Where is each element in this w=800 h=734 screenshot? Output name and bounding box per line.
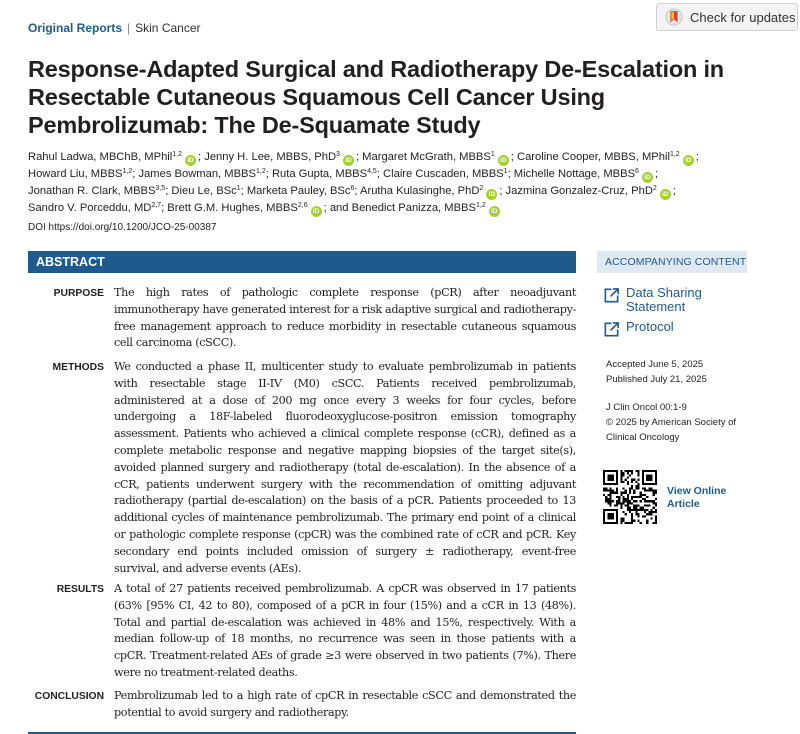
- orcid-icon[interactable]: iD: [343, 155, 354, 166]
- author: Claire Cuscaden, MBBS$^1$;: [383, 168, 511, 180]
- crossmark-icon: [665, 8, 683, 26]
- author-name: Benedict Panizza, MBBS: [351, 202, 476, 214]
- author-name: Brett G.M. Hughes, MBBS: [167, 202, 298, 214]
- author: Sandro V. Porceddu, MD$^{2,7}$;: [28, 202, 165, 214]
- author: Dieu Le, BSc$^1$;: [171, 185, 244, 197]
- author-affiliation: 1,2: [172, 151, 182, 158]
- author: Caroline Cooper, MBBS, MPhil$^{1,2}$iD ;: [517, 151, 699, 164]
- author-list: [28, 149, 708, 217]
- accepted-date: Accepted June 5, 2025: [606, 359, 704, 370]
- check-for-updates-label: Check for updates: [690, 9, 796, 25]
- abstract-heading: ABSTRACT: [28, 251, 576, 273]
- results-text: A total of 27 patients received pembrolizumab. A cpCR was observed in 17 patients (63% [95% CI, 42 to 80), composed of a pCR in four (15%) and a cCR in 13 (48%). Total and partial de-escalation was achieved in 48% and 15%, respectively. With a median follow-up of 18 months, no recurrence was seen in those patients with a cpCR. Treatment-related AEs of grade ≥3 were observed in two patients (7%). There were no treatment-related deaths.: [114, 582, 576, 679]
- author: Arutha Kulasinghe, PhD$^2$iD ;: [360, 185, 503, 198]
- author-name: Ruta Gupta, MBBS: [271, 168, 368, 180]
- results-label: RESULTS: [56, 584, 104, 595]
- author-name: Michelle Nottage, MBBS: [513, 168, 636, 180]
- doi-link[interactable]: DOI https://doi.org/10.1200/JCO-25-00387: [28, 222, 217, 233]
- author-affiliation: 4,5: [367, 168, 377, 175]
- qr-code-icon[interactable]: [603, 470, 657, 524]
- header-separator: |: [127, 21, 131, 35]
- published-date: Published July 21, 2025: [606, 374, 707, 385]
- conclusion-label: CONCLUSION: [34, 691, 104, 702]
- author-affiliation: 1,2: [669, 151, 680, 158]
- orcid-icon[interactable]: iD: [185, 155, 196, 166]
- author: Jonathan R. Clark, MBBS$^{3,5}$;: [28, 185, 169, 197]
- author-affiliation: 2: [479, 185, 484, 192]
- author-affiliation: 6: [635, 168, 639, 175]
- citation: J Clin Oncol 00:1-9: [606, 402, 687, 413]
- article-title: Response-Adapted Surgical and Radiotherapy De-Escalation in Resectable Cutaneous Squamous Cell Cancer Using Pembrolizumab: The De-Squamate Study: [28, 56, 724, 138]
- conclusion-text: Pembrolizumab led to a high rate of cpCR in resectable cSCC and demonstrated the potential to avoid surgery and radiotherapy.: [114, 689, 576, 719]
- author: [352, 202, 502, 214]
- author-affiliation: 2,6: [297, 202, 308, 209]
- author-name: Jazmina Gonzalez-Cruz, PhD: [505, 185, 653, 197]
- author: Margaret McGrath, MBBS$^1$iD ;: [362, 151, 514, 164]
- external-link-icon: [603, 321, 620, 338]
- author-affiliation: 2,7: [151, 202, 162, 209]
- author-name: Sandro V. Porceddu, MD: [28, 202, 152, 214]
- orcid-icon[interactable]: iD: [660, 189, 671, 200]
- author-affiliation: 1,2: [255, 168, 266, 175]
- author: Brett G.M. Hughes, MBBS$^{2,6}$iD ;: [167, 202, 327, 215]
- copyright: © 2025 by American Society of Clinical Oncology: [606, 417, 737, 443]
- author-name: Marketa Pauley, BSc: [246, 185, 351, 197]
- methods-text: We conducted a phase II, multicenter study to evaluate pembrolizumab in patients with resectable stage II-IV (M0) cSCC. Patients received pembrolizumab, administered at a dose of 200 mg once every 3 weeks for four cycles, before undergoing a 18F-labeled fluorodeoxyglucose-positron emission tomography assessment. Patients who achieved a clinical complete response (cCR), defined as a complete metabolic response and negative mapping biopsies of the target site(s), avoided planned surgery and radiotherapy (total de-escalation). In the absence of a cCR, patients underwent surgery with the recommendation of omitting adjuvant radiotherapy (partial de-escalation) on the basis of a pCR. Patients proceeded to 13 additional cycles of maintenance pembrolizumab. The primary end point of a clinical or pathologic complete response (cpCR) was the combined rate of cCR and pCR. Key secondary end points included omission of surgery ± radiotherapy, event-free survival, and adverse events (AEs).: [114, 360, 576, 575]
- author-name: Jenny H. Lee, MBBS, PhD: [204, 151, 337, 163]
- orcid-icon[interactable]: iD: [683, 155, 694, 166]
- author-name: Arutha Kulasinghe, PhD: [360, 185, 480, 197]
- protocol-link[interactable]: [603, 320, 736, 338]
- author-name: Caroline Cooper, MBBS, MPhil: [517, 151, 670, 163]
- section-header: [28, 21, 201, 35]
- author-affiliation: 1: [236, 185, 241, 192]
- subsection-name[interactable]: Skin Cancer: [135, 21, 201, 35]
- author-affiliation: 6: [350, 185, 355, 192]
- view-online-article-link[interactable]: View Online Article: [667, 485, 727, 510]
- check-for-updates-button[interactable]: [656, 3, 798, 31]
- author-affiliation: 1: [490, 151, 495, 158]
- author-affiliation: 2: [652, 185, 657, 192]
- data-sharing-statement-link[interactable]: [603, 286, 736, 314]
- author-affiliation: 3,5: [155, 185, 166, 192]
- protocol-label: Protocol: [626, 319, 674, 334]
- orcid-icon[interactable]: iD: [486, 189, 497, 200]
- author-name: Claire Cuscaden, MBBS: [383, 168, 504, 180]
- author-conjunction: and: [329, 202, 349, 214]
- author-name: Margaret McGrath, MBBS: [362, 151, 491, 163]
- author-affiliation: 3: [336, 151, 340, 158]
- author: Howard Liu, MBBS$^{1,2}$;: [28, 168, 136, 180]
- orcid-icon[interactable]: iD: [498, 155, 509, 166]
- author: Michelle Nottage, MBBS$^6$iD ;: [513, 168, 659, 181]
- orcid-icon[interactable]: iD: [489, 206, 500, 217]
- author: Ruta Gupta, MBBS$^{4,5}$;: [271, 168, 380, 180]
- author-name: Howard Liu, MBBS: [28, 168, 123, 180]
- author-affiliation: 1,2: [122, 168, 133, 175]
- author: Jazmina Gonzalez-Cruz, PhD$^2$iD ;: [505, 185, 676, 198]
- author-affiliation: 1,2: [475, 202, 486, 209]
- author-name: James Bowman, MBBS: [138, 168, 256, 180]
- orcid-icon[interactable]: iD: [311, 206, 322, 217]
- purpose-label: PURPOSE: [53, 288, 104, 299]
- author: Jenny H. Lee, MBBS, PhD$^3$iD ;: [204, 151, 360, 164]
- section-name[interactable]: Original Reports: [28, 21, 123, 35]
- author: James Bowman, MBBS$^{1,2}$;: [138, 168, 269, 180]
- author: Rahul Ladwa, MBChB, MPhil$^{1,2}$iD ;: [28, 151, 202, 164]
- accompanying-content-heading: ACCOMPANYING CONTENT: [597, 251, 747, 273]
- data-sharing-statement-label: Data Sharing Statement: [626, 285, 702, 314]
- purpose-text: The high rates of pathologic complete response (pCR) after neoadjuvant immunotherapy have generated interest for a risk adaptive surgical and radiotherapy-free management approach to reduce morbidity in resectable cutaneous squamous cell carcinoma (cSCC).: [114, 286, 576, 350]
- author: Marketa Pauley, BSc$^6$;: [246, 185, 358, 197]
- methods-label: METHODS: [52, 362, 104, 373]
- orcid-icon[interactable]: iD: [642, 172, 653, 183]
- author-name: Jonathan R. Clark, MBBS: [28, 185, 156, 197]
- author-affiliation: 1: [503, 168, 508, 175]
- external-link-icon: [603, 287, 620, 304]
- author-name: Rahul Ladwa, MBChB, MPhil: [28, 151, 173, 163]
- author-name: Dieu Le, BSc: [171, 185, 237, 197]
